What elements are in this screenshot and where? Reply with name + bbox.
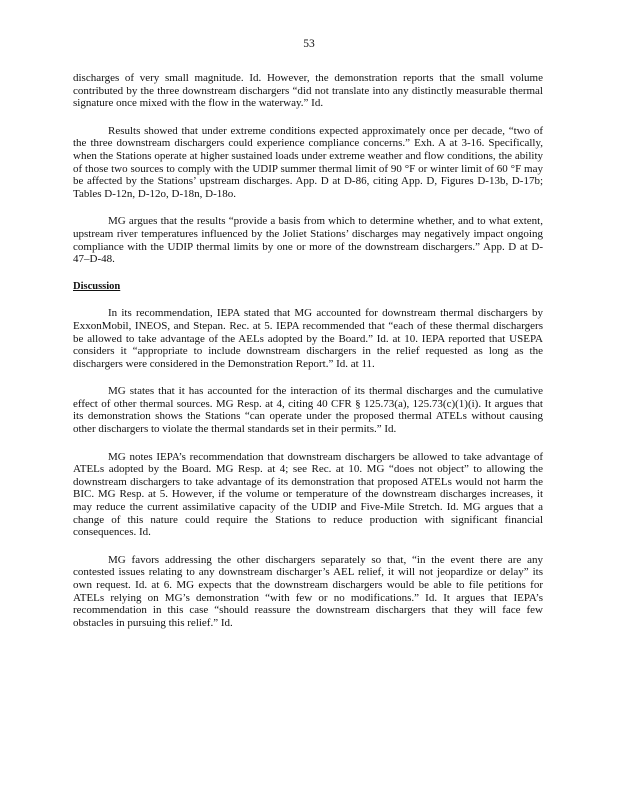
paragraph-2: Results showed that under extreme conditions expected approximately once per decade, “two of the three downstream dischargers could experience compliance concerns.” Exh. A at 3-16. Specifically, when the Stations operate at higher sustained loads under extreme weather and flow conditions, the ability of those two sources to comply with the UDIP summer thermal limit of 90 °F or winter limit of 60 °F may be affected by the Stations’ upstream discharges. App. D at D-86, citing App. D, Figures D-13b, D-17b; Tables D-12n, D-12o, D-18n, D-18o. (73, 124, 543, 200)
document-body (73, 72, 543, 644)
section-heading-label: Discussion (73, 280, 121, 292)
paragraph-7: MG favors addressing the other dischargers separately so that, “in the event there are any contested issues relating to any downstream discharger’s AEL relief, it will not jeopardize or delay” its own request. Id. at 6. MG expects that the downstream dischargers would be able to file petitions for ATELs relying on MG’s demonstration “with few or no modifications.” Id. It argues that IEPA’s recommendation in this case “should reassure the downstream dischargers that they will face few obstacles in pursuing this relief.” Id. (73, 553, 543, 629)
paragraph-4: In its recommendation, IEPA stated that MG accounted for downstream thermal dischargers by ExxonMobil, INEOS, and Stepan. Rec. at 5. IEPA recommended that “each of these thermal dischargers be allowed to take advantage of the AELs adopted by the Board.” Id. at 10. IEPA reported that USEPA considers it “appropriate to include downstream dischargers in the relief requested as long as the dischargers were considered in the Demonstration Report.” Id. at 11. (73, 307, 543, 370)
section-heading (73, 281, 543, 294)
paragraph-1: discharges of very small magnitude. Id. However, the demonstration reports that the small volume contributed by the three downstream dischargers “did not translate into any distinctly measurable thermal signature once mixed with the flow in the waterway.” Id. (73, 72, 543, 110)
page-number: 53 (303, 38, 315, 50)
paragraph-6: MG notes IEPA’s recommendation that downstream dischargers be allowed to take advantage of ATELs adopted by the Board. MG Resp. at 4; see Rec. at 10. MG “does not object” to allowing the downstream dischargers to take advantage of its demonstration that proposed ATELs would not harm the BIC. MG Resp. at 5. However, if the volume or temperature of the downstream discharges increases, it may reduce the current assimilative capacity of the UDIP and Five-Mile Stretch. Id. MG argues that a change of this nature could require the Stations to reduce production with significant financial consequences. Id. (73, 450, 543, 539)
paragraph-5: MG states that it has accounted for the interaction of its thermal discharges and the cumulative effect of other thermal sources. MG Resp. at 4, citing 40 CFR § 125.73(a), 125.73(c)(1)(i). It argues that its demonstration shows the Stations “can operate under the proposed thermal ATELs without causing other dischargers to violate the thermal standards set in their permits.” Id. (73, 385, 543, 436)
paragraph-3: MG argues that the results “provide a basis from which to determine whether, and to what extent, upstream river temperatures influenced by the Joliet Stations’ discharges may negatively impact ongoing compliance with the UDIP thermal limits by one or more of the downstream dischargers.” App. D at D-47–D-48. (73, 215, 543, 266)
